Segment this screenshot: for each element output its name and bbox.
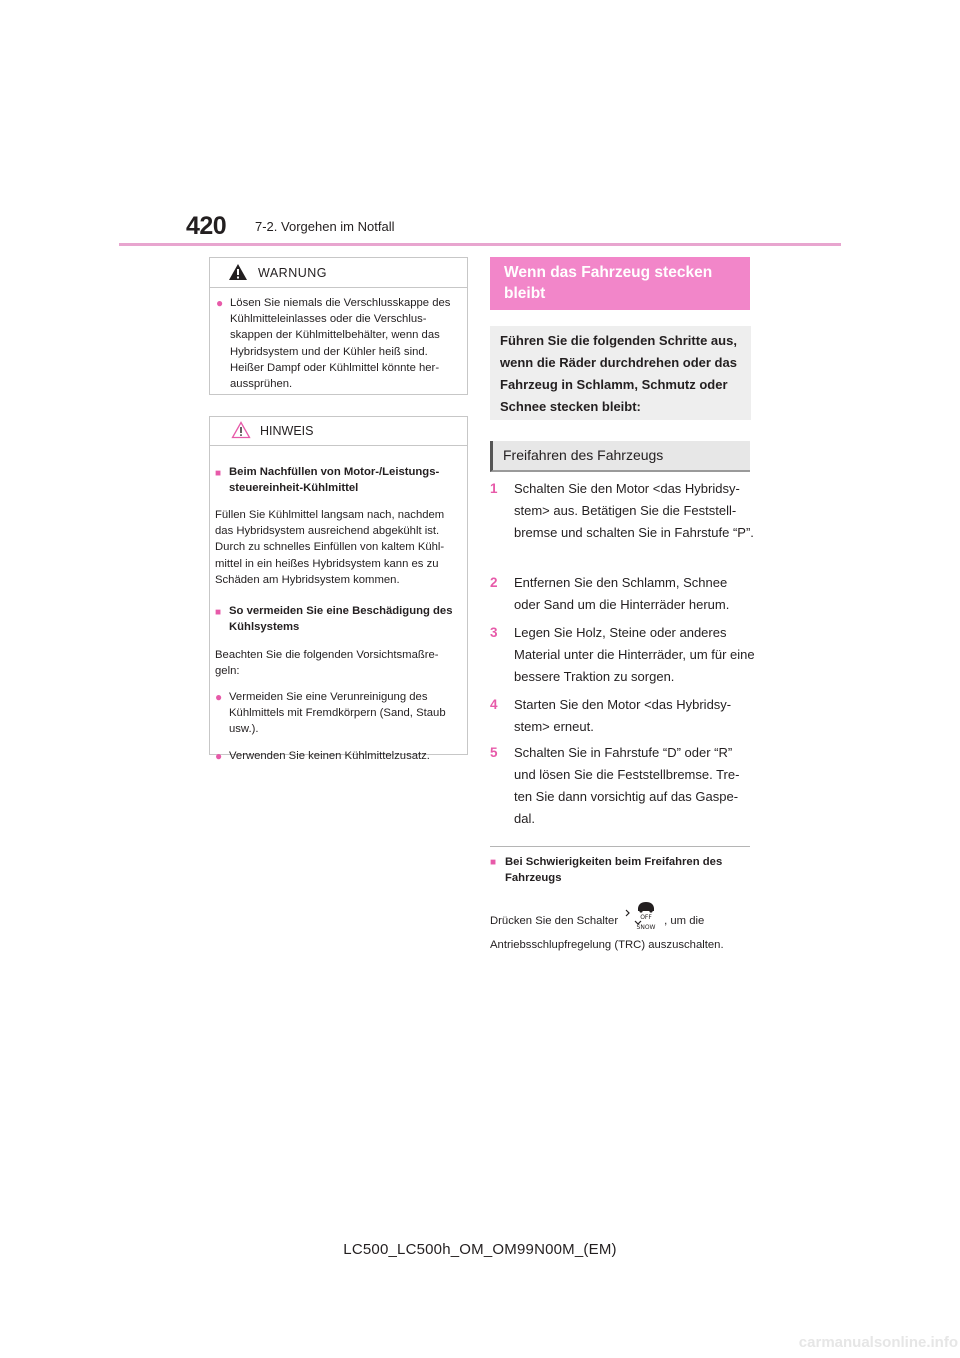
warning-box	[209, 257, 468, 395]
step-number: 3	[490, 625, 498, 640]
step-text: Entfernen Sie den Schlamm, Schnee oder Sand um die Hinterräder herum.	[514, 575, 730, 612]
step-number: 5	[490, 745, 498, 760]
caution-triangle-icon	[231, 421, 251, 439]
subheading-title: Freifahren des Fahrzeugs	[503, 447, 664, 463]
trc-off-snow-switch-icon	[622, 900, 660, 930]
bullet-dot-icon: ●	[215, 690, 223, 704]
notice-subheading: ■ Beim Nachfüllen von Motor-/Leistungs-steuereinheit-Kühlmittel	[215, 466, 440, 495]
notice-bullet: ● Verwenden Sie keinen Kühlmittelzusatz.	[215, 749, 430, 763]
section-title: 7-2. Vorgehen im Notfall	[255, 219, 395, 234]
warning-title: WARNUNG	[258, 266, 328, 280]
subheading-bar	[490, 441, 750, 472]
intro-text: Führen Sie die folgenden Schritte aus, wenn die Räder durchdrehen oder das Fahrzeug in Schlamm, Schmutz oder Schnee stecken bleibt:	[500, 333, 737, 414]
section-banner	[490, 257, 750, 310]
square-bullet-icon: ■	[215, 607, 222, 618]
step-number: 2	[490, 575, 498, 590]
note-divider	[490, 846, 750, 847]
notice-box	[209, 416, 468, 763]
step-item	[490, 742, 755, 830]
notice-bullet: ● Vermeiden Sie eine Verunreinigung des Kühlmittels mit Fremdkörpern (Sand, Staub usw.).	[215, 690, 446, 736]
notice-header	[210, 417, 467, 446]
step-text: Schalten Sie in Fahrstufe “D” oder “R” und lösen Sie die Feststellbremse. Tre-ten Sie dann vorsichtig auf das Gaspe-dal.	[514, 745, 740, 826]
step-text: Starten Sie den Motor <das Hybridsy-stem> erneut.	[514, 697, 732, 734]
warning-body	[210, 288, 467, 392]
banner-title: Wenn das Fahrzeug stecken bleibt	[504, 264, 713, 302]
step-number: 4	[490, 697, 498, 712]
model-code-footer: LC500_LC500h_OM_OM99N00M_(EM)	[343, 1241, 617, 1258]
step-text: Legen Sie Holz, Steine oder anderes Material unter die Hinterräder, um für eine bessere Traktion zu sorgen.	[514, 625, 755, 684]
watermark: carmanualsonline.info	[798, 1334, 958, 1351]
step-text: Schalten Sie den Motor <das Hybridsy-stem> aus. Betätigen Sie die Feststell-bremse und schalten Sie in Fahrstufe “P”.	[514, 481, 754, 540]
square-bullet-icon: ■	[215, 468, 222, 479]
step-item	[490, 478, 755, 544]
icon-snow-label: SNOW	[636, 924, 656, 930]
page-number: 420	[186, 212, 227, 240]
note-text: Drücken Sie den Schalter OFF SNOW , um die Antriebsschlupfregelung (TRC) auszuschalten.	[490, 900, 755, 957]
icon-off-label: OFF	[640, 914, 652, 921]
bullet-dot-icon: ●	[216, 296, 224, 310]
warning-triangle-icon	[228, 263, 248, 281]
step-item	[490, 572, 755, 616]
header-divider	[119, 243, 841, 246]
notice-paragraph: Füllen Sie Kühlmittel langsam nach, nachdem das Hybridsystem ausreichend abgekühlt ist. Durch zu schnelles Einfüllen von kaltem Kühl-mittel in ein heißes Hybridsystem kann es zu Schäden am Hybridsystem kommen.	[215, 509, 445, 586]
notice-subheading: ■ So vermeiden Sie eine Beschädigung des Kühlsystems	[215, 605, 453, 634]
note-heading: ■ Bei Schwierigkeiten beim Freifahren des Fahrzeugs	[490, 856, 723, 884]
step-item	[490, 622, 755, 688]
step-item	[490, 694, 755, 738]
bullet-dot-icon: ●	[215, 749, 223, 763]
notice-title: HINWEIS	[260, 424, 314, 438]
warning-text: Lösen Sie niemals die Verschlusskappe des Kühlmitteleinlasses oder die Verschlus-skappen der Kühlmittelbehälter, wenn das Hybridsystem und der Kühler heiß sind. Heißer Dampf oder Kühlmittel könnte her-aussprühen.	[230, 297, 451, 391]
intro-box	[490, 326, 751, 420]
step-number: 1	[490, 481, 498, 496]
notice-paragraph: Beachten Sie die folgenden Vorsichtsmaßre-geln:	[215, 649, 439, 678]
warning-header	[210, 258, 467, 288]
square-bullet-icon: ■	[490, 857, 497, 868]
